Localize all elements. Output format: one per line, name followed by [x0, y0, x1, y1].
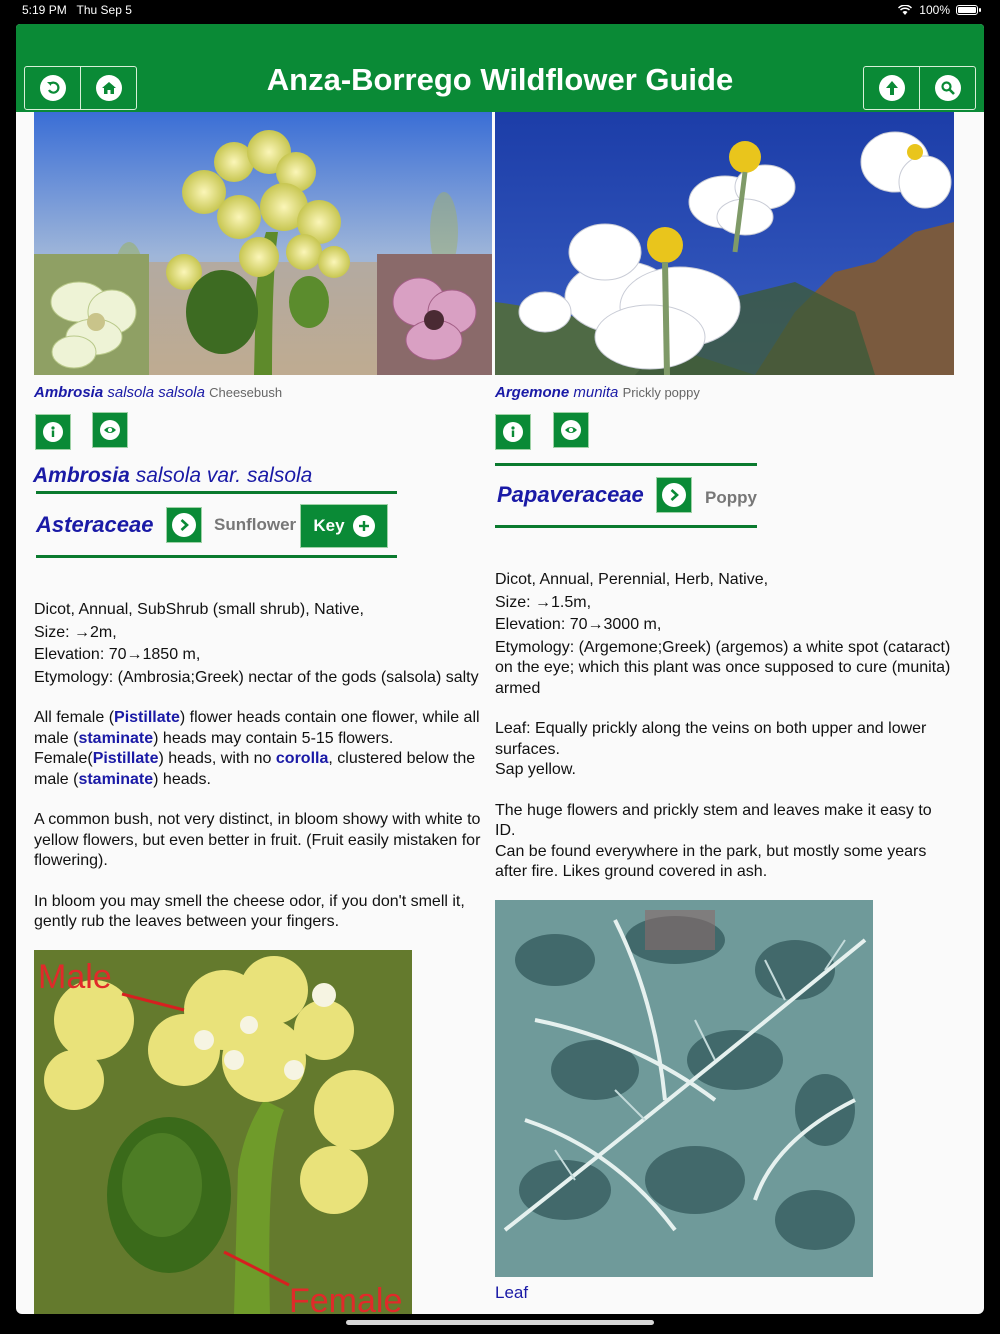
female-label: Female	[289, 1282, 403, 1314]
status-time: 5:19 PM Thu Sep 5	[22, 3, 132, 17]
left-family-button[interactable]	[166, 507, 202, 543]
search-button[interactable]	[919, 67, 975, 109]
left-paragraph-2: A common bush, not very distinct, in bloom showy with white to yellow flowers, but even better in fruit. (Fruit easily mistaken for flowering).	[34, 811, 481, 869]
divider	[36, 555, 397, 558]
divider	[495, 463, 757, 466]
left-paragraph-3: In bloom you may smell the cheese odor, if you don't smell it, gently rub the leaves between your fingers.	[34, 892, 465, 930]
leaf-link[interactable]: Leaf	[495, 1283, 529, 1302]
search-icon	[935, 75, 961, 101]
left-family-common: Sunflower	[214, 515, 297, 534]
divider	[495, 525, 757, 528]
info-icon	[43, 422, 63, 442]
app-window	[16, 24, 984, 1314]
plus-icon	[353, 515, 375, 537]
left-etymology: Etymology: (Ambrosia;Greek) nectar of the gods (salsola) salty	[34, 668, 479, 686]
right-family-common: Poppy	[705, 488, 757, 507]
glossary-link[interactable]: staminate	[78, 729, 154, 747]
chevron-right-icon	[172, 513, 196, 537]
left-description	[34, 600, 494, 933]
ambrosia-closeup-photo[interactable]	[34, 950, 412, 1314]
left-family-name: Asteraceae	[36, 512, 154, 537]
chevron-right-icon	[662, 483, 686, 507]
right-family-name: Papaveraceae	[497, 482, 644, 507]
divider	[36, 491, 397, 494]
ambrosia-main-photo[interactable]	[34, 112, 492, 375]
battery-icon	[956, 5, 978, 15]
right-size: Size: →1.5m,	[495, 593, 592, 611]
app-header	[16, 24, 984, 112]
right-plant-caption[interactable]: Argemone munita Prickly poppy	[495, 384, 700, 401]
glossary-link[interactable]: corolla	[275, 750, 329, 767]
wifi-icon	[898, 5, 912, 15]
glossary-link[interactable]: staminate	[78, 770, 154, 788]
left-view-button[interactable]	[92, 412, 128, 448]
up-arrow-icon	[879, 75, 905, 101]
right-elevation: Elevation: 70→3000 m,	[495, 616, 662, 633]
left-paragraph-1: All female (Pistillate) flower heads contain one flower, while all male (staminate) heads may contain 5-15 flowers. Female(Pistillate) heads, with no corolla, clustered below the male (staminate) heads.	[34, 709, 480, 788]
right-info-button[interactable]	[495, 414, 531, 450]
nav-right-group	[863, 66, 976, 110]
right-etymology: Etymology: (Argemone;Greek) (argemos) a white spot (cataract) on the eye; which this plant was once supposed to cure (munita) armed	[495, 638, 951, 697]
eye-icon	[100, 420, 120, 440]
key-button[interactable]: Key	[300, 504, 388, 548]
info-icon	[503, 422, 523, 442]
left-elevation: Elevation: 70→1850 m,	[34, 646, 201, 663]
page-title: Anza-Borrego Wildflower Guide	[266, 62, 734, 97]
right-view-button[interactable]	[553, 412, 589, 448]
right-sap-text: Sap yellow.	[495, 761, 576, 778]
right-traits: Dicot, Annual, Perennial, Herb, Native,	[495, 571, 769, 588]
argemone-main-photo[interactable]	[495, 112, 954, 375]
left-plant-caption[interactable]: Ambrosia salsola salsola Cheesebush	[34, 384, 283, 401]
eye-icon	[561, 420, 581, 440]
right-family-button[interactable]	[656, 477, 692, 513]
left-full-name: Ambrosia salsola var. salsola	[33, 464, 313, 487]
argemone-leaf-photo[interactable]	[495, 900, 873, 1277]
left-info-button[interactable]	[35, 414, 71, 450]
right-habitat-text: Can be found everywhere in the park, but mostly some years after fire. Likes ground covered in ash.	[495, 842, 927, 880]
scroll-up-button[interactable]	[864, 67, 919, 109]
right-id-text: The huge flowers and prickly stem and leaves make it easy to ID.	[495, 801, 932, 839]
status-bar	[0, 0, 1000, 22]
glossary-link[interactable]: Pistillate	[114, 709, 180, 726]
right-leaf-text: Leaf: Equally prickly along the veins on both upper and lower surfaces.	[495, 720, 927, 758]
left-size: Size: →2m,	[34, 623, 117, 641]
left-traits: Dicot, Annual, SubShrub (small shrub), Native,	[34, 601, 364, 618]
home-indicator[interactable]	[346, 1320, 654, 1325]
battery-percent: 100%	[919, 3, 950, 17]
male-label: Male	[38, 958, 112, 996]
glossary-link[interactable]: Pistillate	[92, 750, 159, 767]
right-description	[495, 570, 955, 883]
